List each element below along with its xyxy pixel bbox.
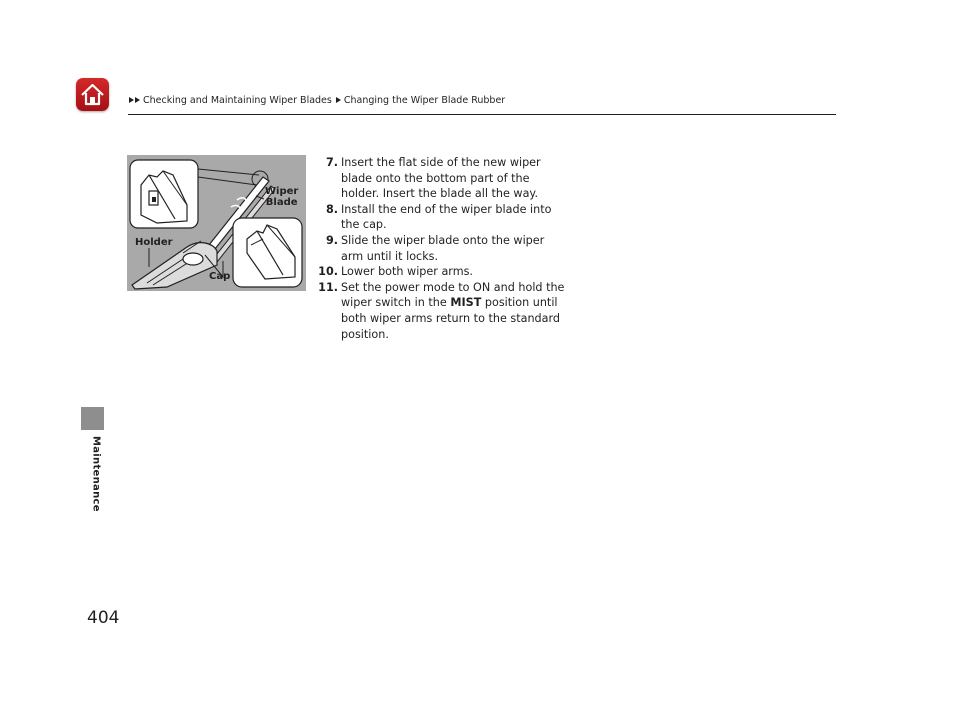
home-icon — [80, 82, 105, 107]
instruction-steps — [316, 155, 566, 342]
step-item — [316, 202, 566, 233]
cap-label: Cap — [209, 271, 231, 282]
step-item — [316, 264, 566, 280]
step-text: Lower both wiper arms. — [341, 265, 473, 279]
holder-label: Holder — [135, 237, 173, 248]
section-tab[interactable] — [81, 407, 104, 430]
breadcrumb — [129, 95, 509, 106]
breadcrumb-arrow-icon — [336, 97, 341, 103]
wiper-blade-label-line: Wiper — [265, 186, 299, 197]
step-text: position until both wiper arms return to the standard position. — [341, 296, 561, 341]
page-number: 404 — [87, 608, 120, 628]
breadcrumb-item[interactable]: Checking and Maintaining Wiper Blades — [143, 95, 332, 106]
section-label — [88, 436, 104, 516]
breadcrumb-arrow-icon — [129, 97, 134, 103]
home-button[interactable] — [76, 78, 109, 111]
mist-switch-position: MIST — [450, 296, 482, 310]
step-number: 9. — [325, 233, 338, 247]
wiper-blade-label — [265, 186, 298, 208]
step-item — [316, 280, 566, 342]
breadcrumb-arrow-icon — [135, 97, 140, 103]
wiper-blade-illustration — [127, 155, 306, 291]
header-divider — [128, 114, 836, 115]
step-item — [316, 155, 566, 202]
step-text: Set the power mode to ON and hold the wiper switch in the — [341, 280, 565, 310]
step-item — [316, 233, 566, 264]
step-number: 8. — [325, 202, 338, 216]
step-number: 10. — [318, 265, 338, 279]
breadcrumb-item[interactable]: Changing the Wiper Blade Rubber — [343, 95, 506, 106]
step-number: 7. — [325, 156, 338, 169]
step-text: Insert the flat side of the new wiper blade onto the bottom part of the holder. Insert the blade all the way. — [341, 156, 541, 201]
step-text: Slide the wiper blade onto the wiper arm until it locks. — [341, 233, 545, 263]
step-text: Install the end of the wiper blade into the cap. — [341, 202, 552, 232]
step-number: 11. — [318, 280, 338, 294]
section-label-text: Maintenance — [90, 436, 102, 512]
wiper-blade-label-line: Blade — [265, 197, 298, 208]
